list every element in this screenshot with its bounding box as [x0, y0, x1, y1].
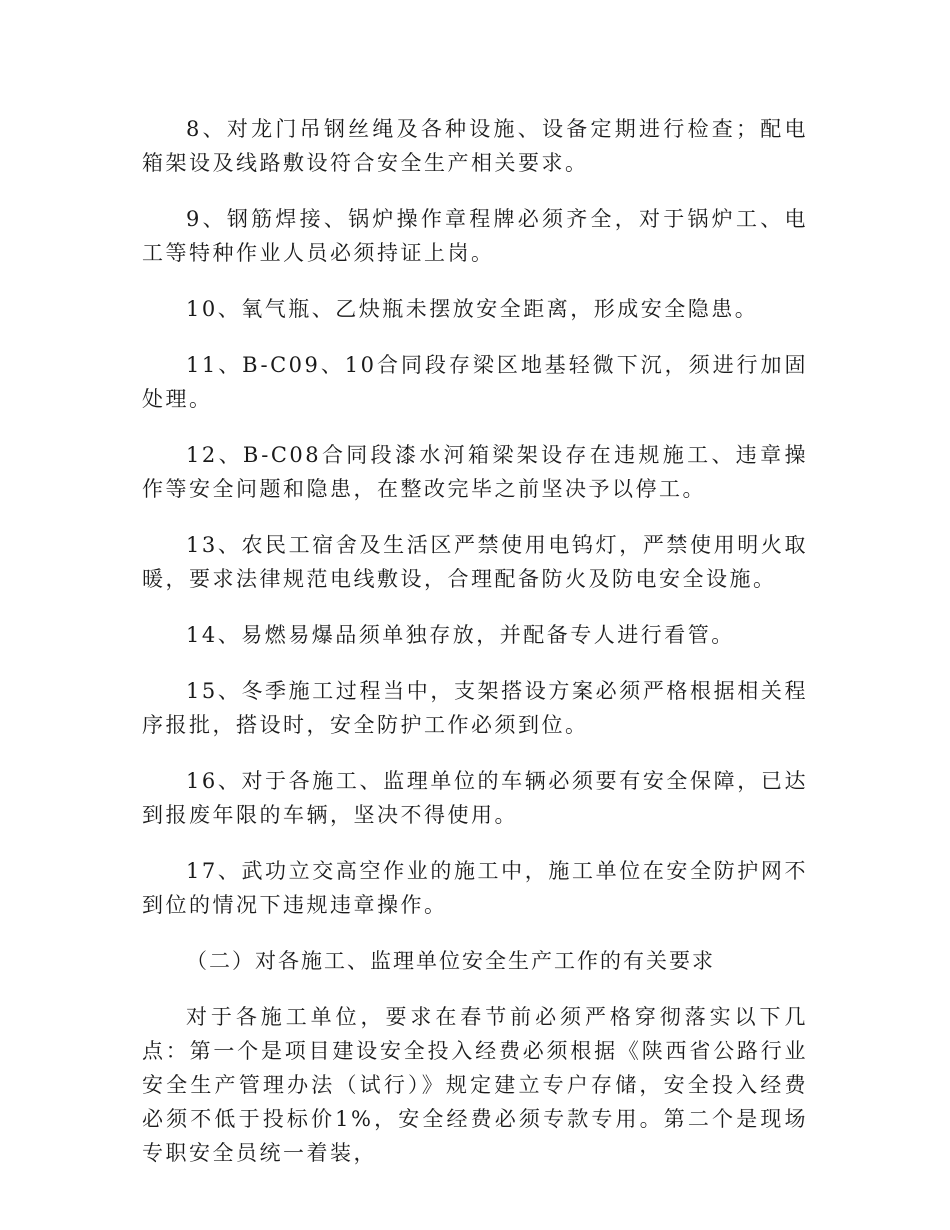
list-item-15: 15、冬季施工过程当中，支架搭设方案必须严格根据相关程序报批，搭设时，安全防护工作必须到位。 [142, 679, 808, 737]
list-item-13: 13、农民工宿舍及生活区严禁使用电钨灯，严禁使用明火取暖，要求法律规范电线敷设，合理配备防火及防电安全设施。 [142, 533, 808, 591]
closing-paragraph: 对于各施工单位，要求在春节前必须严格穿彻落实以下几点：第一个是项目建设安全投入经费必须根据《陕西省公路行业安全生产管理办法（试行）》规定建立专户存储，安全投入经费必须不低于投标价1%，安全经费必须专款专用。第二个是现场专职安全员统一着装， [142, 1005, 808, 1165]
list-item-9: 9、钢筋焊接、锅炉操作章程牌必须齐全，对于锅炉工、电工等特种作业人员必须持证上岗。 [142, 207, 808, 265]
section-subheading: （二）对各施工、监理单位安全生产工作的有关要求 [186, 949, 715, 973]
list-item-16: 16、对于各施工、监理单位的车辆必须要有安全保障，已达到报废年限的车辆，坚决不得使用。 [142, 769, 808, 827]
list-item-11: 11、B-C09、10合同段存梁区地基轻微下沉，须进行加固处理。 [142, 353, 808, 411]
list-item-10: 10、氧气瓶、乙炔瓶未摆放安全距离，形成安全隐患。 [186, 297, 759, 321]
list-item-8: 8、对龙门吊钢丝绳及各种设施、设备定期进行检查；配电箱架设及线路敷设符合安全生产相关要求。 [142, 117, 808, 175]
list-item-14: 14、易燃易爆品须单独存放，并配备专人进行看管。 [186, 623, 735, 647]
list-item-17: 17、武功立交高空作业的施工中，施工单位在安全防护网不到位的情况下违规违章操作。 [142, 859, 808, 917]
list-item-12: 12、B-C08合同段漆水河箱梁架设存在违规施工、违章操作等安全问题和隐患，在整改完毕之前坚决予以停工。 [142, 443, 808, 501]
document-body [142, 112, 808, 1192]
